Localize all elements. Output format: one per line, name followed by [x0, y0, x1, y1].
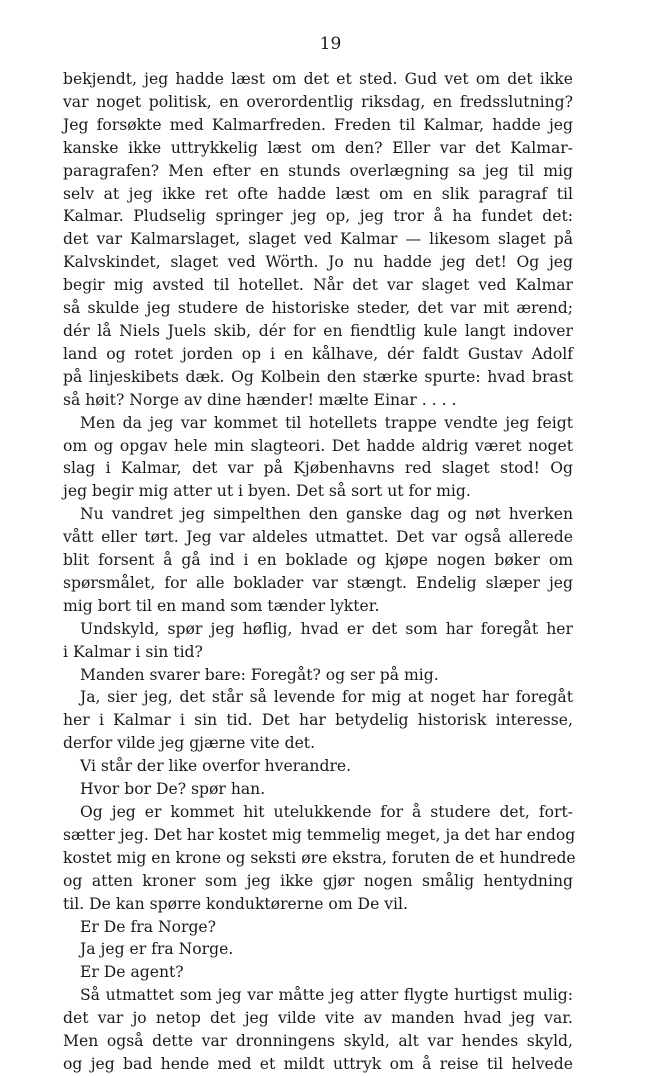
- page-number: 19: [319, 34, 342, 54]
- text-line: selv at jeg ikke ret ofte hadde læst om en slik paragraf til: [63, 184, 573, 203]
- text-line: vått eller tørt. Jeg var aldeles utmattet. Det var også allerede: [63, 528, 573, 547]
- text-line: i Kalmar i sin tid?: [63, 642, 203, 661]
- text-line: og jeg bad hende med et mildt uttryk om å reise til helvede: [63, 1054, 573, 1073]
- paragraph: [63, 801, 576, 916]
- paragraph: [63, 961, 573, 984]
- text-line: Er De fra Norge?: [80, 917, 217, 936]
- paragraph: [63, 618, 573, 664]
- text-line: Nu vandret jeg simpelthen den ganske dag og nøt hverken: [80, 505, 573, 524]
- text-line: og atten kroner som jeg ikke gjør nogen smålig hentydning: [63, 871, 573, 890]
- text-line: Ja, sier jeg, det står så levende for mig at noget har foregåt: [80, 688, 573, 707]
- paragraph: [63, 68, 573, 412]
- text-line: det var Kalmarslaget, slaget ved Kalmar — likesom slaget på: [63, 230, 573, 249]
- text-line: bekjendt, jeg hadde læst om det et sted. Gud vet om det ikke: [63, 70, 573, 88]
- text-line: Vi står der like overfor hverandre.: [80, 757, 352, 776]
- text-line: til. De kan spørre konduktørerne om De vil.: [63, 894, 408, 913]
- text-line: Er De agent?: [80, 963, 184, 982]
- paragraph: [63, 755, 573, 778]
- text-line: Hvor bor De? spør han.: [80, 780, 266, 799]
- text-line: mig bort til en mand som tænder lykter.: [63, 596, 380, 615]
- paragraph: [63, 984, 573, 1076]
- text-line: om og opgav hele min slagteori. Det hadde aldrig været noget: [63, 436, 573, 455]
- text-line: land og rotet jorden op i en kålhave, dér faldt Gustav Adolf: [63, 344, 573, 363]
- text-line: Ja jeg er fra Norge.: [80, 940, 234, 959]
- text-line: Manden svarer bare: Foregåt? og ser på mig.: [80, 665, 439, 684]
- text-line: jeg begir mig atter ut i byen. Det så sort ut for mig.: [63, 482, 471, 501]
- paragraph: [63, 686, 573, 755]
- text-line: så høit? Norge av dine hænder! mælte Einar . . . .: [63, 390, 457, 409]
- text-line: Men også dette var dronningens skyld, alt var hendes skyld,: [63, 1032, 573, 1051]
- text-line: på linjeskibets dæk. Og Kolbein den stærke spurte: hvad brast: [63, 367, 573, 386]
- text-line: slag i Kalmar, det var på Kjøbenhavns red slaget stod! Og: [63, 459, 573, 478]
- text-line: Kalmar. Pludselig springer jeg op, jeg tror å ha fundet det:: [63, 207, 573, 226]
- text-line: Kalvskindet, slaget ved Wörth. Jo nu hadde jeg det! Og jeg: [63, 253, 573, 272]
- text-line: blit forsent å gå ind i en boklade og kjøpe nogen bøker om: [63, 551, 573, 570]
- text-line: derfor vilde jeg gjærne vite det.: [63, 734, 316, 753]
- paragraph: [63, 778, 573, 801]
- paragraph: [63, 938, 573, 961]
- paragraph: [63, 664, 573, 687]
- text-line: dér lå Niels Juels skib, dér for en fiendtlig kule langt indover: [63, 321, 573, 340]
- body-text: [63, 68, 576, 1076]
- text-line: var noget politisk, en overordentlig riksdag, en fredsslutning?: [63, 92, 573, 111]
- text-line: her i Kalmar i sin tid. Det har betydelig historisk interesse,: [63, 711, 573, 730]
- paragraph: [63, 503, 573, 618]
- text-line: kanske ikke uttrykkelig læst om den? Eller var det Kalmar-: [63, 138, 573, 157]
- text-line: paragrafen? Men efter en stunds overlægning sa jeg til mig: [63, 161, 573, 180]
- paragraph: [63, 916, 573, 939]
- text-line: begir mig avsted til hotellet. Når det var slaget ved Kalmar: [63, 276, 573, 295]
- text-line: Så utmattet som jeg var måtte jeg atter flygte hurtigst mulig:: [80, 986, 573, 1005]
- text-line: det var jo netop det jeg vilde vite av manden hvad jeg var.: [63, 1009, 573, 1028]
- text-line: Undskyld, spør jeg høflig, hvad er det som har foregåt her: [80, 619, 573, 638]
- paragraph: [63, 412, 573, 504]
- text-line: så skulde jeg studere de historiske steder, det var mit ærend;: [63, 299, 573, 318]
- text-line: kostet mig en krone og seksti øre ekstra, foruten de et hundrede: [63, 848, 576, 867]
- text-line: Jeg forsøkte med Kalmarfreden. Freden til Kalmar, hadde jeg: [63, 115, 573, 134]
- text-line: sætter jeg. Det har kostet mig temmelig meget, ja det har endog: [63, 825, 576, 844]
- text-line: spørsmålet, for alle boklader var stængt. Endelig slæper jeg: [63, 573, 573, 592]
- text-line: Men da jeg var kommet til hotellets trappe vendte jeg feigt: [80, 413, 573, 432]
- text-line: Og jeg er kommet hit utelukkende for å studere det, fort-: [80, 803, 573, 821]
